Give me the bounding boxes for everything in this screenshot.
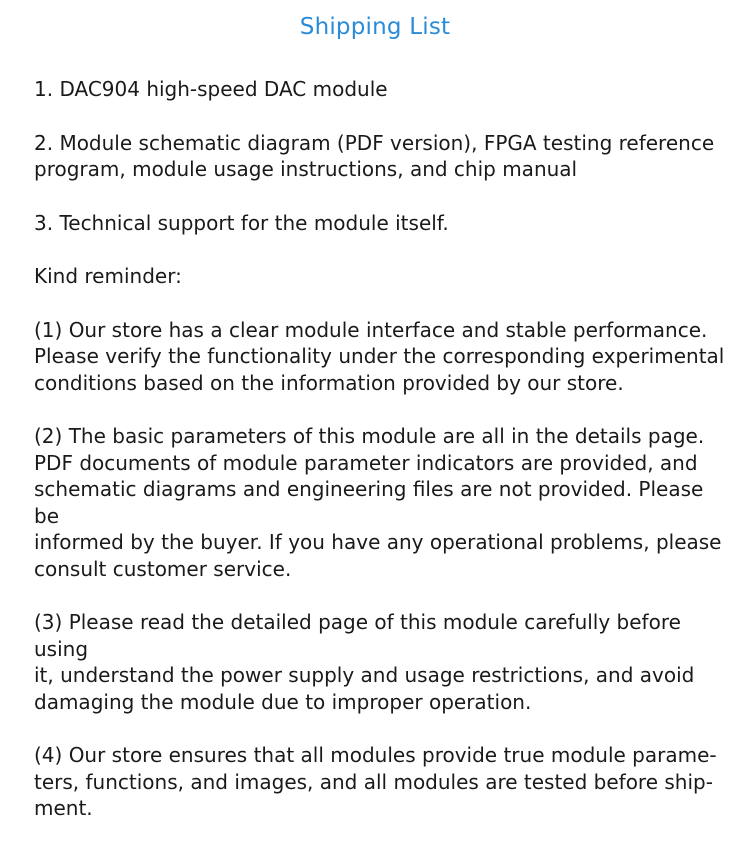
shipping-list-content <box>34 76 734 849</box>
reminder-point-1: (1) Our store has a clear module interface and stable performance. Please verify the functionality under the corresponding experimental conditions based on the information provided by our store. <box>34 317 725 395</box>
reminder-point-4: (4) Our store ensures that all modules provide true module parame- ters, functions, and images, and all modules are tested before ship- ment. <box>34 743 717 820</box>
reminder-point-2: (2) The basic parameters of this module are all in the details page. PDF documents of module parameter indicators are provided, and schematic diagrams and engineering files are not provided. Please be informed by the buyer. If you have any operational problems, please consult customer service. <box>34 424 722 581</box>
reminder-heading: Kind reminder: <box>34 264 182 288</box>
list-item-1: 1. DAC904 high-speed DAC module <box>34 77 388 101</box>
reminder-point-3: (3) Please read the detailed page of this module carefully before using it, understand the power supply and usage restrictions, and avoid damaging the module due to improper operation. <box>34 610 695 714</box>
page-title: Shipping List <box>299 14 451 40</box>
list-item-3: 3. Technical support for the module itself. <box>34 210 449 235</box>
list-item-2: 2. Module schematic diagram (PDF version), FPGA testing reference program, module usage instructions, and chip manual <box>34 130 715 181</box>
